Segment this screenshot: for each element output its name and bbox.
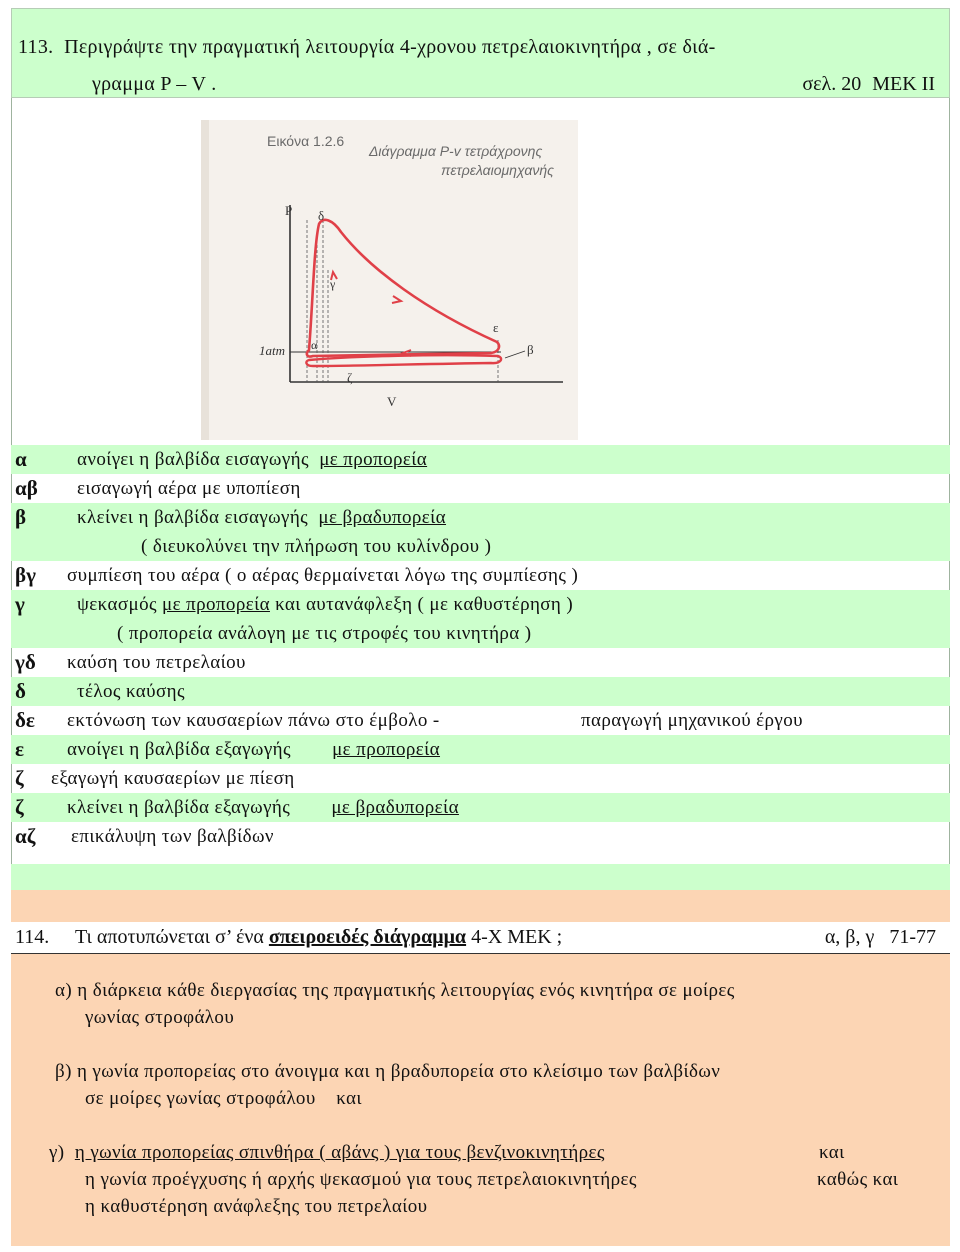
legend-text: επικάλυψη των βαλβίδων xyxy=(71,826,274,847)
question-114-number: 114. xyxy=(15,926,50,948)
item-c-line1-tail: και xyxy=(819,1142,845,1163)
figure-caption-line1: Διάγραμμα P-v τετράχρονης xyxy=(369,143,543,159)
question-114-title: Τι αποτυπώνεται σ’ ένα σπειροειδές διάγραμμα 4-Χ ΜΕΚ ; xyxy=(75,926,563,948)
legend-text: ψεκασμός με προπορεία και αυτανάφλεξη ( με καθυστέρηση ) xyxy=(77,594,574,615)
question-113-header xyxy=(11,8,950,98)
legend-row xyxy=(11,561,950,590)
legend-text: εξαγωγή καυσαερίων με πίεση xyxy=(51,768,295,789)
legend-text: ανοίγει η βαλβίδα εξαγωγής με προπορεία xyxy=(67,739,441,760)
question-113-title-text: Περιγράψτε την πραγματική λειτουργία 4-χρονου πετρελαιοκινητήρα , σε διά- xyxy=(64,36,716,58)
legend-text: ανοίγει η βαλβίδα εισαγωγής με προπορεία xyxy=(77,449,428,470)
legend-text: συμπίεση του αέρα ( ο αέρας θερμαίνεται λόγω της συμπίεσης ) xyxy=(67,565,579,586)
legend-subnote: ( διευκολύνει την πλήρωση του κυλίνδρου ) xyxy=(141,536,492,557)
legend-list xyxy=(11,445,950,851)
question-114-reference: α, β, γ 71-77 xyxy=(824,926,936,948)
question-113-title-line2: γραμμα P – V . xyxy=(92,73,217,95)
pv-diagram-figure xyxy=(201,120,578,440)
legend-key: α xyxy=(15,447,27,471)
figure-caption-label: Εικόνα 1.2.6 xyxy=(267,133,345,149)
item-b-line1: β) η γωνία προπορείας στο άνοιγμα και η βραδυπορεία στο κλείσιμο των βαλβίδων xyxy=(55,1061,721,1082)
legend-text: κλείνει η βαλβίδα εξαγωγής με βραδυπορεία xyxy=(67,797,459,818)
legend-text: κλείνει η βαλβίδα εισαγωγής με βραδυπορεία xyxy=(77,507,447,528)
legend-key: ε xyxy=(15,737,24,761)
legend-key: δε xyxy=(15,708,35,732)
patm-label: 1atm xyxy=(259,343,285,358)
legend-row xyxy=(11,648,950,677)
legend-key: γδ xyxy=(15,650,36,674)
legend-key: αβ xyxy=(15,476,38,500)
item-c-line2: η γωνία προέγχυσης ή αρχής ψεκασμού για τους πετρελαιοκινητήρες xyxy=(85,1169,637,1190)
legend-key: δ xyxy=(15,679,26,703)
question-114-header xyxy=(11,922,950,954)
legend-row xyxy=(11,503,950,532)
point-label-zeta: ζ xyxy=(347,370,353,385)
item-b-line2: σε μοίρες γωνίας στροφάλου και xyxy=(85,1088,362,1109)
axis-label-p: P xyxy=(285,203,293,218)
legend-text: καύση του πετρελαίου xyxy=(67,652,246,673)
legend-key: ζ xyxy=(15,795,24,819)
legend-row xyxy=(11,677,950,706)
legend-row xyxy=(11,735,950,764)
legend-row xyxy=(11,822,950,851)
point-label-delta: δ xyxy=(318,208,325,223)
legend-text-tail: παραγωγή μηχανικού έργου xyxy=(581,710,803,731)
question-113-reference xyxy=(796,73,935,96)
legend-row xyxy=(11,590,950,619)
point-label-beta: β xyxy=(527,342,534,357)
item-a-line1: α) η διάρκεια κάθε διεργασίας της πραγματικής λειτουργίας ενός κινητήρα σε μοίρες xyxy=(55,980,735,1001)
legend-text: τέλος καύσης xyxy=(77,681,185,702)
item-c-line3: η καθυστέρηση ανάφλεξης του πετρελαίου xyxy=(85,1196,428,1217)
point-label-alpha: α xyxy=(311,338,318,352)
legend-text: εκτόνωση των καυσαερίων πάνω στο έμβολο - xyxy=(67,710,440,731)
legend-key: βγ xyxy=(15,563,36,587)
legend-row xyxy=(11,619,950,648)
legend-row xyxy=(11,445,950,474)
point-label-gamma: γ xyxy=(330,277,336,291)
question-113-number: 113. xyxy=(18,36,54,58)
legend-row xyxy=(11,793,950,822)
legend-text: εισαγωγή αέρα με υποπίεση xyxy=(77,478,301,499)
point-label-epsilon: ε xyxy=(493,320,499,335)
legend-subnote: ( προπορεία ανάλογη με τις στροφές του κινητήρα ) xyxy=(117,623,532,644)
legend-row xyxy=(11,474,950,503)
figure-caption-line2: πετρελαιομηχανής xyxy=(441,162,554,178)
reference-book: ΜΕΚ ΙΙ xyxy=(872,73,935,95)
item-a-line2: γωνίας στροφάλου xyxy=(85,1007,235,1028)
legend-key: αζ xyxy=(15,824,36,848)
legend-key: ζ xyxy=(15,766,24,790)
legend-row xyxy=(11,706,950,735)
question-113-title-line1 xyxy=(18,36,716,59)
reference-page: σελ. 20 xyxy=(802,73,862,95)
legend-row xyxy=(11,532,950,561)
legend-key: β xyxy=(15,505,27,529)
item-c-line2-tail: καθώς και xyxy=(817,1169,899,1190)
section-divider xyxy=(11,864,950,890)
question-114-block xyxy=(11,890,950,1246)
legend-row xyxy=(11,764,950,793)
axis-label-v: V xyxy=(387,394,397,409)
pv-diagram-svg xyxy=(201,120,578,440)
item-c-line1: γ) η γωνία προπορείας σπινθήρα ( αβάνς ) για τους βενζινοκινητήρες xyxy=(49,1142,605,1163)
legend-key: γ xyxy=(15,592,25,616)
